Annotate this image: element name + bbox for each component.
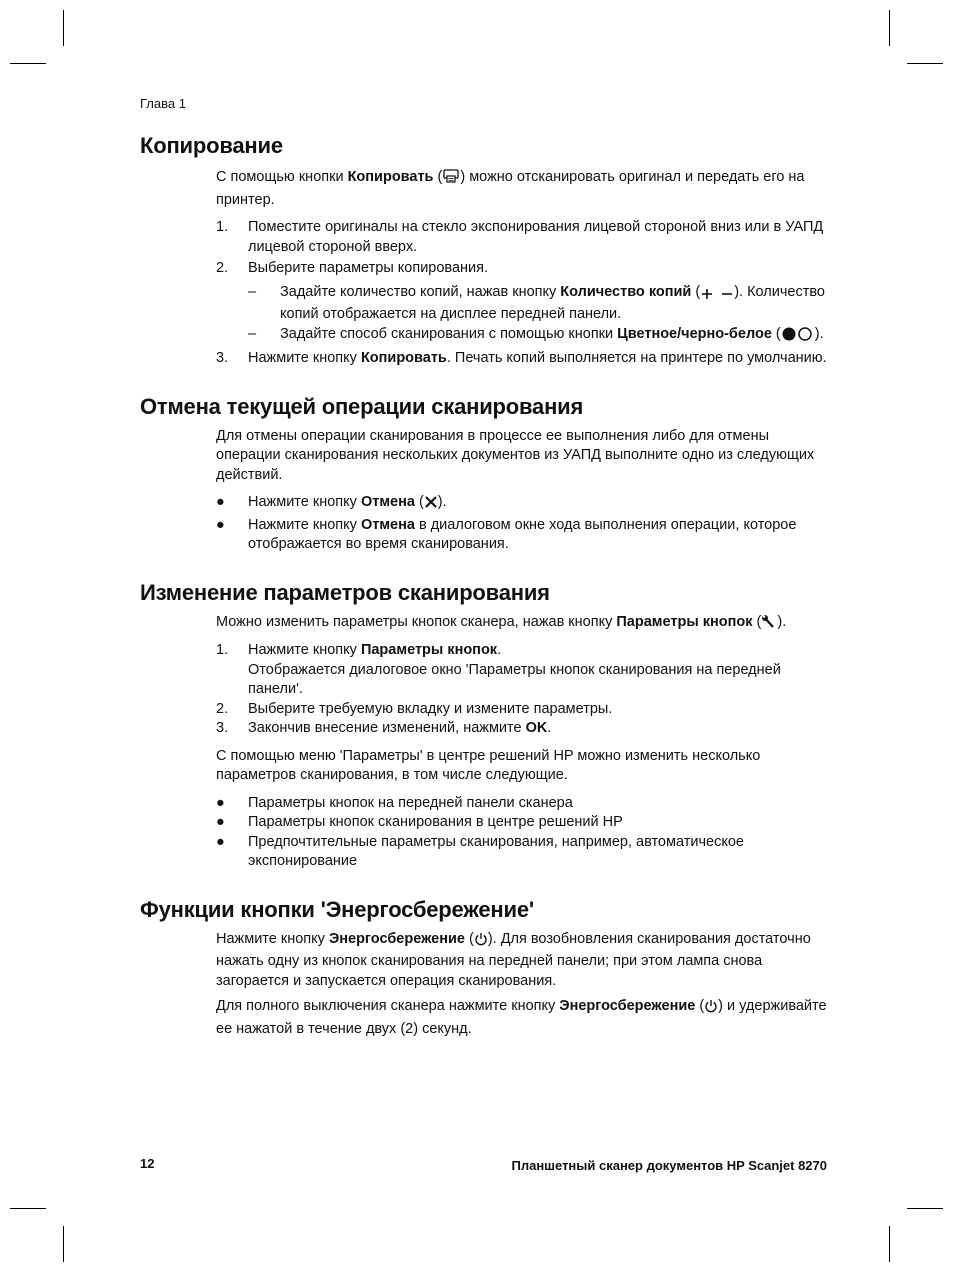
chapter-label: Глава 1	[140, 96, 186, 111]
list-item: – Задайте количество копий, нажав кнопку Количество копий ( ). Количество копий отображается на дисплее передней панели.	[248, 283, 825, 322]
power-icon	[704, 999, 718, 1020]
list-item: ● Нажмите кнопку Отмена в диалоговом окне хода выполнения операции, которое отображается во время сканирования.	[216, 516, 797, 552]
crop-mark	[889, 10, 890, 46]
footer-doc-title: Планшетный сканер документов HP Scanjet 8270	[511, 1158, 827, 1173]
section-cancel	[216, 425, 828, 555]
crop-mark	[63, 1226, 64, 1262]
settings-intro: Можно изменить параметры кнопок сканера, нажав кнопку Параметры кнопок ( ).	[216, 613, 828, 636]
list-item: 3. Нажмите кнопку Копировать. Печать копий выполняется на принтере по умолчанию.	[216, 350, 827, 366]
list-item: 1. Нажмите кнопку Параметры кнопок. Отображается диалоговое окно 'Параметры кнопок сканирования на передней панели'.	[216, 642, 781, 697]
crop-mark	[907, 1208, 943, 1209]
section-power	[216, 928, 828, 1040]
crop-mark	[10, 1208, 46, 1209]
cancel-x-icon	[424, 495, 438, 516]
settings-menu-intro: С помощью меню 'Параметры' в центре решений HP можно изменить несколько параметров сканирования, в том числе следующие.	[216, 747, 761, 783]
cancel-intro: Для отмены операции сканирования в процессе ее выполнения либо для отмены операции сканирования нескольких документов из УАПД выполните одно из следующих действий.	[216, 427, 815, 483]
list-item: 2. Выберите требуемую вкладку и измените параметры.	[216, 700, 613, 717]
section-title-cancel: Отмена текущей операции сканирования	[140, 393, 584, 419]
section-settings	[216, 611, 828, 872]
crop-mark	[889, 1226, 890, 1262]
list-item: 1. Поместите оригиналы на стекло экспонирования лицевой стороной вниз или в УАПД лицевой стороной вверх.	[216, 219, 824, 255]
crop-mark	[63, 10, 64, 46]
power-paragraph-1: Нажмите кнопку Энергосбережение ( ). Для возобновления сканирования достаточно нажать одну из кнопок сканирования на передней панели; при этом лампа снова загорается и запускается операция сканирования.	[216, 930, 811, 989]
section-title-power: Функции кнопки 'Энергосбережение'	[140, 896, 534, 922]
power-icon	[474, 932, 488, 953]
section-title-settings: Изменение параметров сканирования	[140, 579, 550, 605]
list-item: ● Параметры кнопок на передней панели сканера	[216, 794, 573, 811]
list-item: – Задайте способ сканирования с помощью кнопки Цветное/черно-белое ( ).	[248, 325, 828, 348]
plus-minus-icon	[700, 285, 734, 306]
list-item: ● Нажмите кнопку Отмена ( ).	[216, 493, 828, 516]
list-item: ● Параметры кнопок сканирования в центре решений HP	[216, 814, 623, 830]
list-item: 3. Закончив внесение изменений, нажмите OK.	[216, 720, 552, 736]
power-paragraph-2: Для полного выключения сканера нажмите кнопку Энергосбережение ( ) и удерживайте ее нажатой в течение двух (2) секунд.	[216, 998, 827, 1037]
list-item: 2. Выберите параметры копирования.	[216, 260, 489, 276]
copy-icon	[442, 168, 460, 191]
page-content	[140, 128, 830, 1039]
color-bw-icon	[781, 325, 815, 348]
section-copy	[216, 164, 828, 369]
crop-mark	[10, 63, 46, 64]
crop-mark	[907, 63, 943, 64]
copy-intro: С помощью кнопки Копировать ( ) можно отсканировать оригинал и передать его на принтер.	[216, 169, 805, 208]
section-title-copy: Копирование	[140, 133, 283, 158]
wrench-icon	[761, 615, 777, 636]
page-number: 12	[140, 1156, 155, 1171]
list-item: ● Предпочтительные параметры сканирования, например, автоматическое экспонирование	[216, 833, 744, 869]
